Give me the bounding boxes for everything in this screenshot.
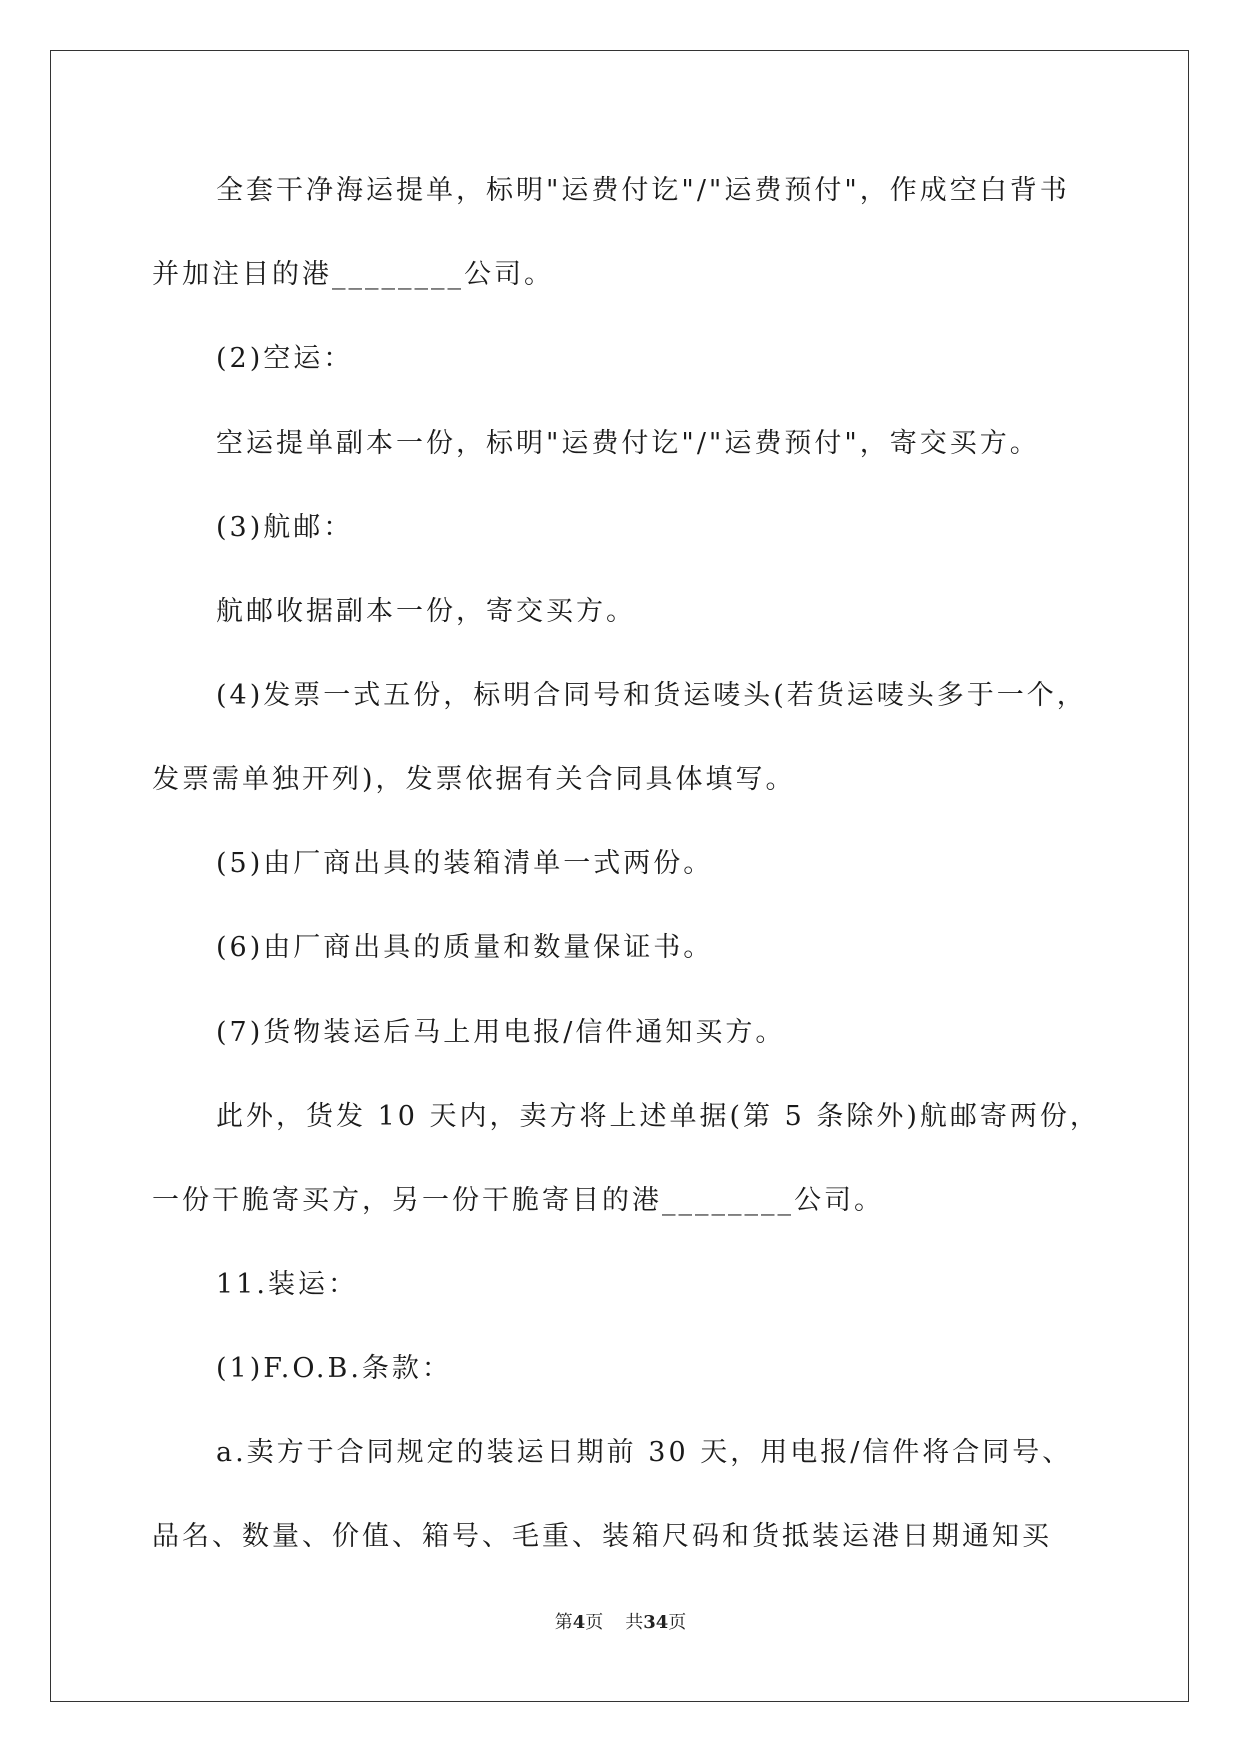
paragraph-line: (1)F.O.B.条款： [216, 1353, 452, 1384]
page-number-prefix: 第 [554, 1612, 573, 1633]
paragraph-line: 空运提单副本一份，标明"运费付讫"/"运费预付"，寄交买方。 [216, 428, 1040, 459]
total-pages: 34 [643, 1612, 669, 1633]
paragraph-line: 品名、数量、价值、箱号、毛重、装箱尺码和货抵装运港日期通知买 [152, 1521, 1052, 1552]
page-number: 4 [572, 1612, 586, 1633]
total-pages-prefix: 共 [625, 1612, 644, 1633]
paragraph-line: 此外，货发 10 天内，卖方将上述单据(第 5 条除外)航邮寄两份， [216, 1101, 1100, 1132]
paragraph-line: (3)航邮： [216, 512, 354, 543]
paragraph-line: (4)发票一式五份，标明合同号和货运唛头(若货运唛头多于一个， [216, 680, 1087, 711]
paragraph-line: 航邮收据副本一份，寄交买方。 [216, 596, 636, 627]
paragraph-line: 一份干脆寄买方，另一份干脆寄目的港________公司。 [152, 1185, 884, 1216]
paragraph-line: (5)由厂商出具的装箱清单一式两份。 [216, 848, 714, 879]
paragraph-line: 全套干净海运提单，标明"运费付讫"/"运费预付"，作成空白背书 [216, 175, 1070, 206]
paragraph-line: 发票需单独开列)，发票依据有关合同具体填写。 [152, 764, 796, 795]
total-pages-suffix: 页 [668, 1612, 687, 1633]
paragraph-line: a.卖方于合同规定的装运日期前 30 天，用电报/信件将合同号、 [216, 1437, 1073, 1468]
paragraph-line: (6)由厂商出具的质量和数量保证书。 [216, 932, 714, 963]
page-footer [0, 1612, 1241, 1634]
section-heading: 11.装运： [216, 1269, 358, 1300]
paragraph-line: (7)货物装运后马上用电报/信件通知买方。 [216, 1017, 786, 1048]
paragraph-line: (2)空运： [216, 343, 354, 374]
paragraph-line: 并加注目的港________公司。 [152, 259, 554, 290]
page-number-suffix: 页 [585, 1612, 604, 1633]
